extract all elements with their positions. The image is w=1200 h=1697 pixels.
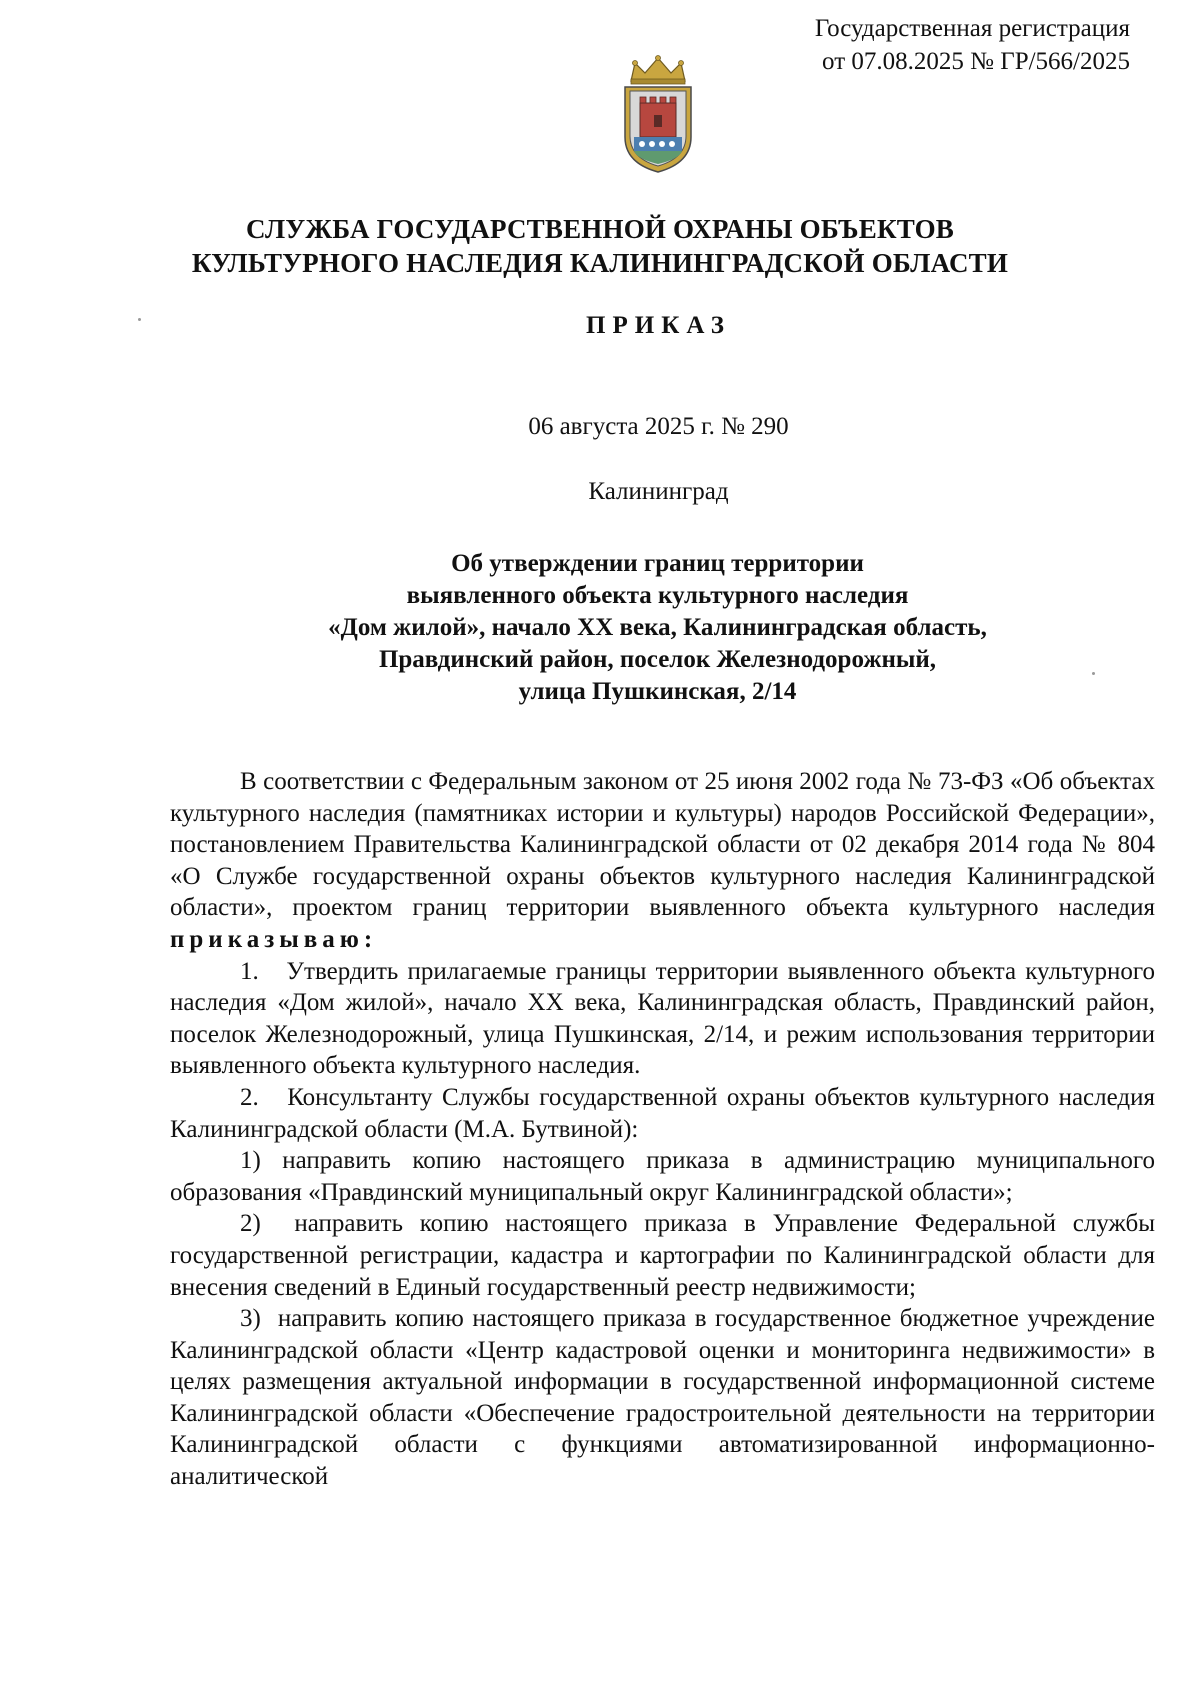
coat-of-arms-icon	[617, 55, 699, 175]
order-word: приказываю:	[170, 925, 378, 953]
preamble-text: В соответствии с Федеральным законом от 25 июня 2002 года № 73-ФЗ «Об объектах культурного наследия (памятниках истории и культуры) народов Российской Федерации», постановлением Правительства Калининградской области от 02 декабря 2014 года № 804 «О Службе государственной охраны объектов культурного наследия Калининградской области», проектом границ территории выявленного объекта культурного наследия	[170, 768, 1155, 922]
subject-line-4: Правдинский район, поселок Железнодорожный,	[378, 646, 937, 673]
organization-title	[100, 212, 1100, 280]
document-type: ПРИКАЗ	[586, 312, 731, 339]
item-2-paragraph: 2. Консультанту Службы государственной охраны объектов культурного наследия Калининградской области (М.А. Бутвиной):	[170, 1083, 1155, 1143]
item-1-paragraph: 1. Утвердить прилагаемые границы территории выявленного объекта культурного наследия «Дом жилой», начало XX века, Калининградская область, Правдинский район, поселок Железнодорожный, улица Пушкинская, 2/14, и режим использования территории выявленного объекта культурного наследия.	[170, 957, 1155, 1080]
organization-title-line-1: СЛУЖБА ГОСУДАРСТВЕННОЙ ОХРАНЫ ОБЪЕКТОВ	[246, 214, 954, 244]
subitem-3-paragraph: 3) направить копию настоящего приказа в государственное бюджетное учреждение Калининградской области «Центр кадастровой оценки и мониторинга недвижимости» в целях размещения актуальной информации в государственной информационной системе Калининградской области «Обеспечение градостроительной деятельности на территории Калининградской области с функциями автоматизированной информационно-аналитической	[170, 1305, 1155, 1491]
document-body	[170, 766, 1155, 1493]
registration-stamp	[710, 12, 1130, 78]
organization-title-line-2: КУЛЬТУРНОГО НАСЛЕДИЯ КАЛИНИНГРАДСКОЙ ОБЛАСТИ	[191, 248, 1009, 278]
scan-speck	[1092, 672, 1095, 675]
scan-speck	[138, 318, 141, 321]
preamble-paragraph	[170, 766, 1155, 956]
subject-line-2: выявленного объекта культурного наследия	[406, 582, 909, 609]
subject-line-1: Об утверждении границ территории	[451, 550, 864, 577]
document-subject	[160, 548, 1155, 708]
subject-line-5: улица Пушкинская, 2/14	[518, 678, 797, 705]
subitem-2-paragraph: 2) направить копию настоящего приказа в Управление Федеральной службы государственной регистрации, кадастра и картографии по Калининградской области для внесения сведений в Единый государственный реестр недвижимости;	[170, 1210, 1155, 1301]
registration-line-1: Государственная регистрация	[814, 15, 1130, 42]
subject-line-3: «Дом жилой», начало XX века, Калининградская область,	[328, 614, 987, 641]
document-date-number: 06 августа 2025 г. № 290	[528, 413, 789, 440]
subitem-1-paragraph: 1) направить копию настоящего приказа в администрацию муниципального образования «Правдинский муниципальный округ Калининградской области»;	[170, 1147, 1155, 1206]
registration-line-2: от 07.08.2025 № ГР/566/2025	[822, 48, 1130, 75]
document-city: Калининград	[588, 478, 729, 505]
